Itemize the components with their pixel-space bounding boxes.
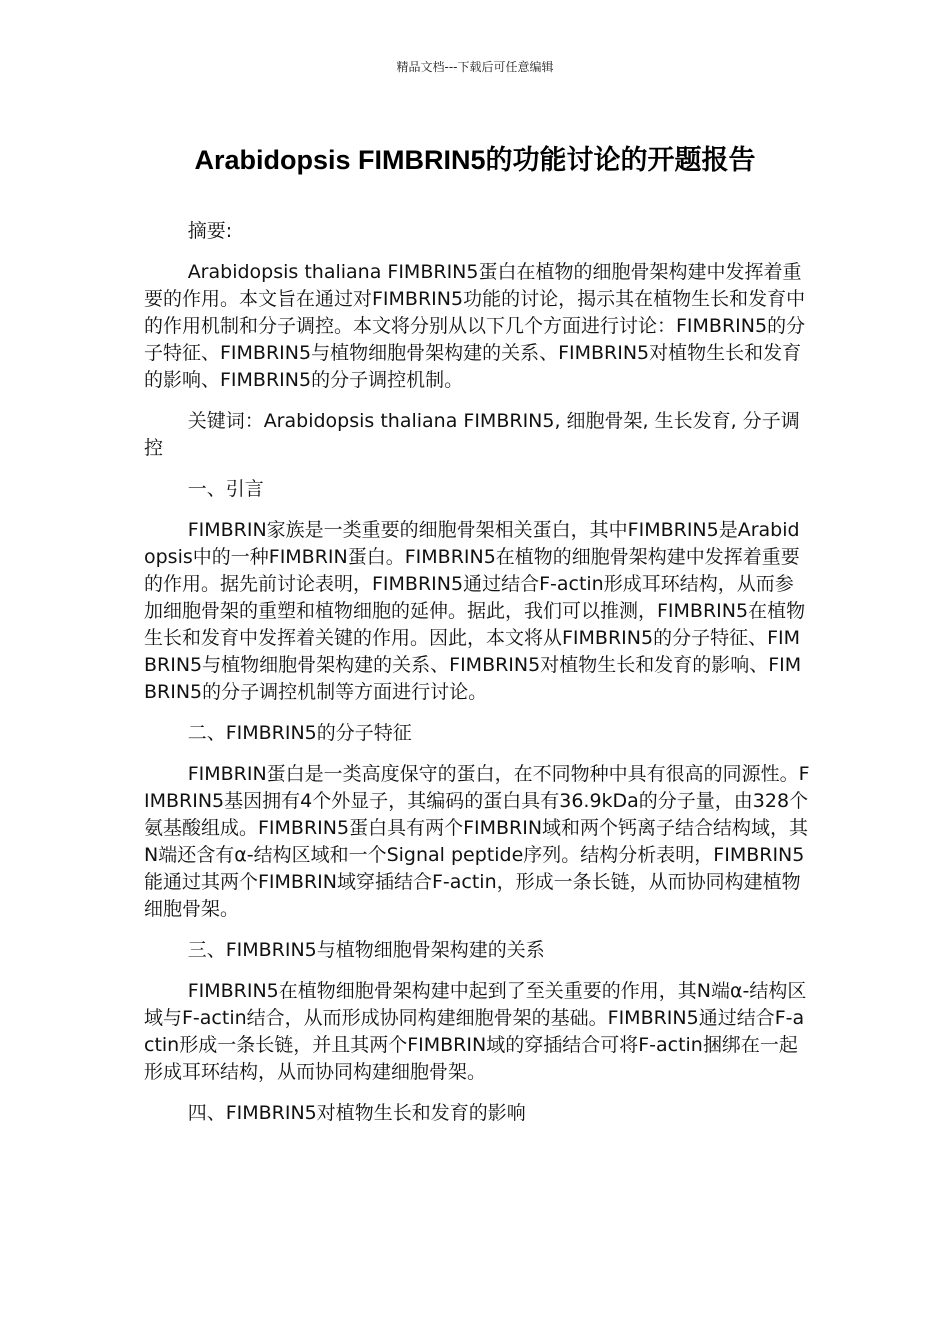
document-title: Arabidopsis FIMBRIN5的功能讨论的开题报告 [194, 145, 756, 175]
section-heading-introduction: 一、引言 [187, 478, 264, 500]
cytoskeleton-relation-paragraph: FIMBRIN5在植物细胞骨架构建中起到了至关重要的作用，其N端α-结构区域与F-actin结合，从而形成协同构建细胞骨架的基础。FIMBRIN5通过结合F-actin形成一条长链，并且其两个FIMBRIN域的穿插结合可将F-actin捆绑在一起形成耳环结构，从而协同构建细胞骨架。 [144, 980, 807, 1083]
document-body [144, 218, 810, 1141]
header-note: 精品文档---下载后可任意编辑 [396, 60, 554, 74]
abstract-label: 摘要: [187, 220, 233, 242]
abstract-paragraph: Arabidopsis thaliana FIMBRIN5蛋白在植物的细胞骨架构建中发挥着重要的作用。本文旨在通过对FIMBRIN5功能的讨论，揭示其在植物生长和发育中的作用机制和分子调控。本文将分别从以下几个方面进行讨论：FIMBRIN5的分子特征、FIMBRIN5与植物细胞骨架构建的关系、FIMBRIN5对植物生长和发育的影响、FIMBRIN5的分子调控机制。 [144, 261, 806, 391]
molecular-features-paragraph: FIMBRIN蛋白是一类高度保守的蛋白，在不同物种中具有很高的同源性。FIMBRIN5基因拥有4个外显子，其编码的蛋白具有36.9kDa的分子量，由328个氨基酸组成。FIMBRIN5蛋白具有两个FIMBRIN域和两个钙离子结合结构域，其N端还含有α-结构区域和一个Signal peptide序列。结构分析表明，FIMBRIN5能通过其两个FIMBRIN域穿插结合F-actin，形成一条长链，从而协同构建植物细胞骨架。 [144, 763, 810, 920]
keywords-paragraph: 关键词：Arabidopsis thaliana FIMBRIN5, 细胞骨架, 生长发育, 分子调控 [144, 410, 800, 459]
introduction-paragraph: FIMBRIN家族是一类重要的细胞骨架相关蛋白，其中FIMBRIN5是Arabidopsis中的一种FIMBRIN蛋白。FIMBRIN5在植物的细胞骨架构建中发挥着重要的作用。据先前讨论表明，FIMBRIN5通过结合F-actin形成耳环结构，从而参加细胞骨架的重塑和植物细胞的延伸。据此，我们可以推测，FIMBRIN5在植物生长和发育中发挥着关键的作用。因此，本文将从FIMBRIN5的分子特征、FIMBRIN5与植物细胞骨架构建的关系、FIMBRIN5对植物生长和发育的影响、FIMBRIN5的分子调控机制等方面进行讨论。 [144, 519, 806, 703]
section-heading-molecular-features: 二、FIMBRIN5的分子特征 [187, 722, 412, 744]
section-heading-growth-effects: 四、FIMBRIN5对植物生长和发育的影响 [187, 1102, 526, 1124]
section-heading-cytoskeleton-relation: 三、FIMBRIN5与植物细胞骨架构建的关系 [187, 939, 545, 961]
